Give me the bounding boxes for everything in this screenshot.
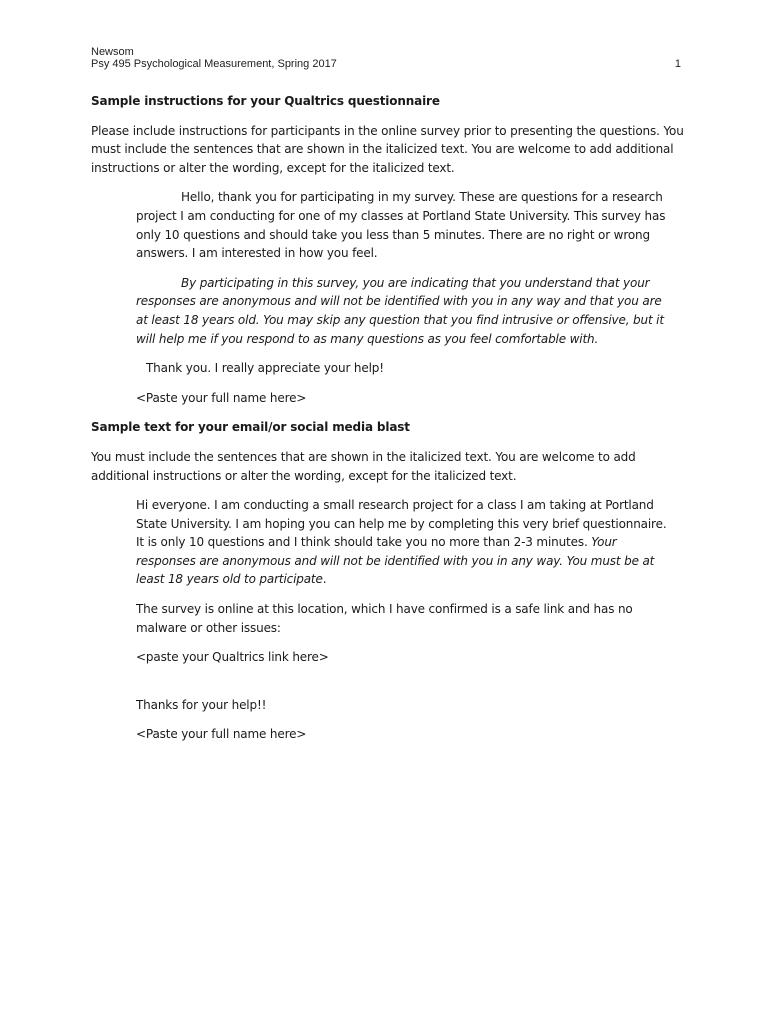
email-paragraph-end: . bbox=[322, 572, 327, 587]
thanks-line: Thank you. I really appreciate your help! bbox=[146, 361, 384, 376]
section1-intro: Please include instructions for participants in the online survey prior to presenting the questions. You must include the sentences that are shown in the italicized text. You are welcome to add additional instructions or alter the wording, except for the italicized text. bbox=[91, 123, 684, 175]
name-placeholder-2: <Paste your full name here> bbox=[136, 727, 307, 742]
section2-intro: You must include the sentences that are shown in the italicized text. You are welcome to add additional instructions or alter the wording, except for the italicized text. bbox=[91, 449, 636, 483]
section2-heading: Sample text for your email/or social media blast bbox=[91, 420, 410, 435]
page-number: 1 bbox=[674, 58, 681, 70]
email-paragraph bbox=[136, 496, 676, 589]
link-placeholder: <paste your Qualtrics link here> bbox=[136, 650, 329, 665]
section1-heading: Sample instructions for your Qualtrics questionnaire bbox=[91, 94, 440, 108]
spacer bbox=[91, 678, 691, 696]
email-paragraph-italic: Your responses are anonymous and will not be identified with you in any way. You must be at least 18 years old to participate bbox=[136, 535, 655, 587]
thanks-line-2: Thanks for your help!! bbox=[136, 697, 267, 712]
document-body bbox=[91, 92, 691, 755]
consent-paragraph: By participating in this survey, you are indicating that you understand that your responses are anonymous and will not be identified with you in any way and that you are at least 18 years old. You may skip any question that you find intrusive or offensive, but it will help me if you respond to as many questions as you feel comfortable with. bbox=[136, 275, 664, 346]
hello-paragraph: Hello, thank you for participating in my survey. These are questions for a research project I am conducting for one of my classes at Portland State University. This survey has only 10 questions and should take you less than 5 minutes. There are no right or wrong answers. I am interested in how you feel. bbox=[136, 190, 666, 261]
email-paragraph-plain: Hi everyone. I am conducting a small research project for a class I am taking at Portland State University. I am hoping you can help me by completing this very brief questionnaire. It is only 10 questions and I think should take you no more than 2-3 minutes. bbox=[136, 498, 667, 550]
name-placeholder-1: <Paste your full name here> bbox=[136, 390, 307, 405]
survey-location-paragraph: The survey is online at this location, which I have confirmed is a safe link and has no malware or other issues: bbox=[136, 602, 633, 635]
header-author: Newsom bbox=[91, 46, 134, 58]
page-header bbox=[91, 46, 681, 70]
header-course: Psy 495 Psychological Measurement, Spring 2017 bbox=[91, 58, 337, 70]
